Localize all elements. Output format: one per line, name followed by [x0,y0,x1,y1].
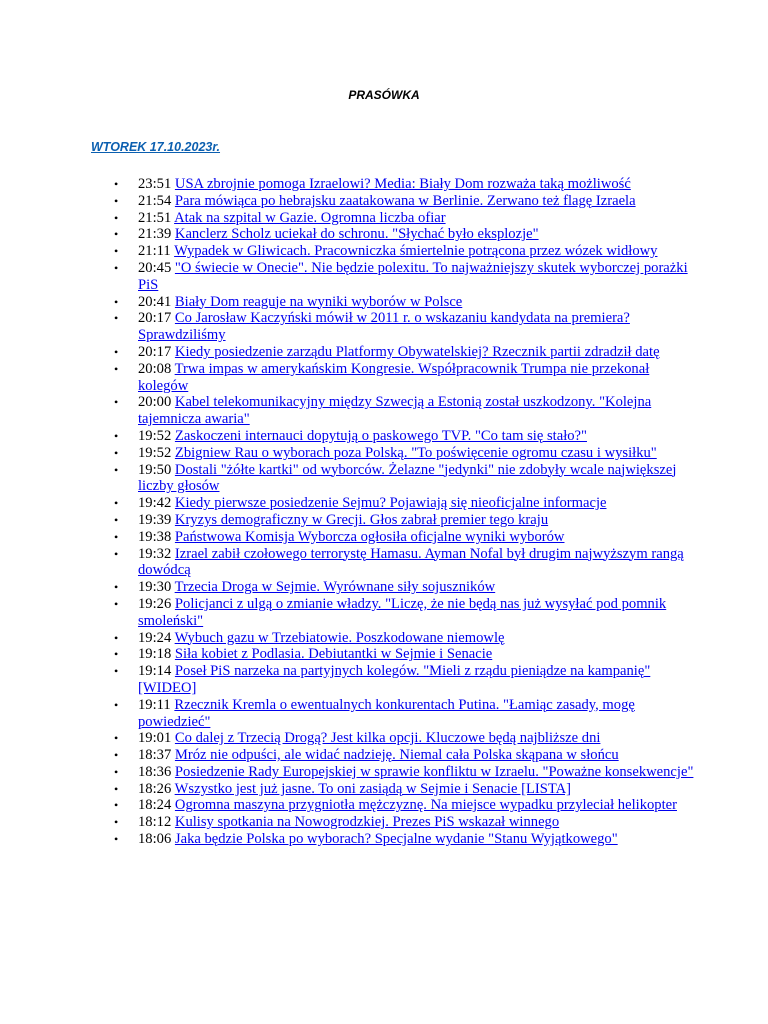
news-item [0,579,700,596]
news-headline-link[interactable]: Posiedzenie Rady Europejskiej w sprawie konfliktu w Izraelu. "Poważne konsekwencje" [174,763,694,780]
news-item [0,445,700,462]
news-item [0,176,700,193]
news-time: 19:52 [138,444,172,461]
news-headline-link[interactable]: Biały Dom reaguje na wyniki wyborów w Polsce [174,293,463,310]
news-time: 20:17 [138,343,172,360]
news-time: 20:41 [138,293,172,310]
news-headline-link[interactable]: Wszystko jest już jasne. To oni zasiądą w Sejmie i Senacie [LISTA] [174,780,571,797]
bullet-icon: • [114,462,119,477]
news-headline-link[interactable]: Rzecznik Kremla o ewentualnych konkurentach Putina. "Łamiąc zasady, mogę powiedzieć" [138,696,635,730]
news-item [0,730,700,747]
news-time: 19:30 [138,579,172,596]
news-headline-link[interactable]: Kabel telekomunikacyjny między Szwecją a Estonią został uszkodzony. "Kolejna tajemnicza awaria" [138,394,652,428]
news-item [0,394,700,428]
news-time: 19:11 [138,696,171,713]
news-item [0,831,700,848]
news-item [0,310,700,344]
news-time: 18:37 [138,747,172,764]
news-headline-link[interactable]: Trzecia Droga w Sejmie. Wyrównane siły sojuszników [174,579,496,596]
bullet-icon: • [114,428,119,443]
news-time: 21:51 [138,209,172,226]
news-headline-link[interactable]: Zaskoczeni internauci dopytują o paskowego TVP. "Co tam się stało?" [174,427,587,444]
news-item [0,814,700,831]
bullet-icon: • [114,395,119,410]
news-item [0,210,700,227]
news-headline-link[interactable]: Siła kobiet z Podlasia. Debiutantki w Sejmie i Senacie [174,646,493,663]
news-item [0,495,700,512]
news-time: 19:01 [138,730,172,747]
news-item [0,546,700,580]
news-headline-link[interactable]: Co Jarosław Kaczyński mówił w 2011 r. o wskazaniu kandydata na premiera? Sprawdziliśmy [138,310,630,344]
news-time: 18:36 [138,763,172,780]
news-time: 23:51 [138,176,172,192]
bullet-icon: • [114,596,119,611]
bullet-icon: • [114,244,119,259]
news-item [0,294,700,311]
news-time: 18:24 [138,797,172,814]
bullet-icon: • [114,781,119,796]
news-time: 19:32 [138,545,172,562]
news-item [0,747,700,764]
news-headline-link[interactable]: Wybuch gazu w Trzebiatowie. Poszkodowane niemowlę [174,629,505,646]
bullet-icon: • [114,697,119,712]
bullet-icon: • [114,546,119,561]
news-item [0,226,700,243]
bullet-icon: • [114,529,119,544]
news-time: 19:18 [138,646,172,663]
news-headline-link[interactable]: Poseł PiS narzeka na partyjnych kolegów. "Mieli z rządu pieniądze na kampanię" [WIDEO] [138,663,651,696]
news-headline-link[interactable]: Kulisy spotkania na Nowogrodzkiej. Prezes PiS wskazał winnego [174,814,560,831]
news-time: 19:50 [138,461,172,478]
news-time: 19:52 [138,427,172,444]
news-item [0,243,700,260]
bullet-icon: • [114,496,119,511]
news-time: 20:45 [138,259,172,276]
news-time: 18:06 [138,831,172,848]
news-item [0,344,700,361]
news-item [0,260,700,294]
bullet-icon: • [114,311,119,326]
bullet-icon: • [114,445,119,460]
bullet-icon: • [114,731,119,746]
bullet-icon: • [114,512,119,527]
news-item [0,797,700,814]
news-headline-link[interactable]: Kryzys demograficzny w Grecji. Głos zabrał premier tego kraju [174,511,549,528]
news-time: 18:12 [138,814,172,831]
news-headline-link[interactable]: Atak na szpital w Gazie. Ogromna liczba ofiar [174,209,446,226]
news-item [0,630,700,647]
bullet-icon: • [114,210,119,225]
news-time: 19:38 [138,528,172,545]
bullet-icon: • [114,361,119,376]
news-headline-link[interactable]: Izrael zabił czołowego terrorystę Hamasu. Ayman Nofal był drugim najwyższym rangą dowódcą [138,545,684,579]
news-time: 21:39 [138,226,172,243]
news-time: 19:42 [138,495,172,512]
news-headline-link[interactable]: Trwa impas w amerykańskim Kongresie. Współpracownik Trumpa nie przekonał kolegów [138,360,650,394]
news-list [0,176,700,848]
news-headline-link[interactable]: Para mówiąca po hebrajsku zaatakowana w Berlinie. Zerwano też flagę Izraela [174,192,636,209]
news-item [0,646,700,663]
news-headline-link[interactable]: Ogromna maszyna przygniotła mężczyznę. Na miejsce wypadku przyleciał helikopter [174,797,677,814]
news-item [0,697,700,731]
news-time: 19:14 [138,663,172,680]
news-headline-link[interactable]: Wypadek w Gliwicach. Pracowniczka śmiertelnie potrącona przez wózek widłowy [174,243,658,260]
news-item [0,193,700,210]
news-headline-link[interactable]: Kiedy posiedzenie zarządu Platformy Obywatelskiej? Rzecznik partii zdradził datę [174,343,660,360]
bullet-icon: • [114,798,119,813]
news-time: 21:54 [138,192,172,209]
news-item [0,462,700,496]
news-time: 20:17 [138,310,172,327]
bullet-icon: • [114,664,119,679]
bullet-icon: • [114,260,119,275]
news-headline-link[interactable]: Kiedy pierwsze posiedzenie Sejmu? Pojawiają się nieoficjalne informacje [174,495,607,512]
bullet-icon: • [114,764,119,779]
news-item [0,663,700,697]
news-time: 18:26 [138,780,172,797]
news-item [0,764,700,781]
bullet-icon: • [114,344,119,359]
document-title: PRASÓWKA [348,88,420,102]
news-headline-link[interactable]: Jaka będzie Polska po wyborach? Specjalne wydanie "Stanu Wyjątkowego" [174,831,618,848]
news-item [0,529,700,546]
news-time: 20:08 [138,360,172,377]
news-headline-link[interactable]: Państwowa Komisja Wyborcza ogłosiła oficjalne wyniki wyborów [174,528,565,545]
bullet-icon: • [114,630,119,645]
news-item [0,361,700,395]
bullet-icon: • [114,177,119,191]
news-headline-link[interactable]: Kanclerz Scholz uciekał do schronu. "Słychać było eksplozje" [174,226,539,243]
news-time: 20:00 [138,394,172,411]
bullet-icon: • [114,832,119,847]
bullet-icon: • [114,748,119,763]
news-headline-link[interactable]: Zbigniew Rau o wyborach poza Polską. "To poświęcenie ogromu czasu i wysiłku" [174,444,657,461]
news-headline-link[interactable]: Mróz nie odpuści, ale widać nadzieję. Niemal cała Polska skąpana w słońcu [174,747,619,764]
news-item [0,428,700,445]
date-heading-link[interactable]: WTOREK 17.10.2023r. [91,140,221,154]
news-headline-link[interactable]: "O świecie w Onecie". Nie będzie polexitu. To najważniejszy skutek wyborczej porażki PiS [138,259,688,293]
news-time: 21:11 [138,243,171,260]
bullet-icon: • [114,294,119,309]
news-time: 19:24 [138,629,172,646]
news-item [0,781,700,798]
news-item [0,512,700,529]
bullet-icon: • [114,647,119,662]
bullet-icon: • [114,227,119,242]
bullet-icon: • [114,580,119,595]
bullet-icon: • [114,815,119,830]
bullet-icon: • [114,193,119,208]
news-time: 19:26 [138,595,172,612]
news-headline-link[interactable]: Dostali "żółte kartki" od wyborców. Żelazne "jedynki" nie zdobyły wcale największej liczby głosów [138,461,677,495]
news-time: 19:39 [138,511,172,528]
news-item [0,596,700,630]
news-headline-link[interactable]: Co dalej z Trzecią Drogą? Jest kilka opcji. Kluczowe będą najbliższe dni [174,730,601,747]
news-headline-link[interactable]: USA zbrojnie pomoga Izraelowi? Media: Biały Dom rozważa taką możliwość [174,176,631,192]
news-headline-link[interactable]: Policjanci z ulgą o zmianie władzy. "Liczę, że nie będą nas już wysyłać pod pomnik smoleński" [138,595,667,629]
